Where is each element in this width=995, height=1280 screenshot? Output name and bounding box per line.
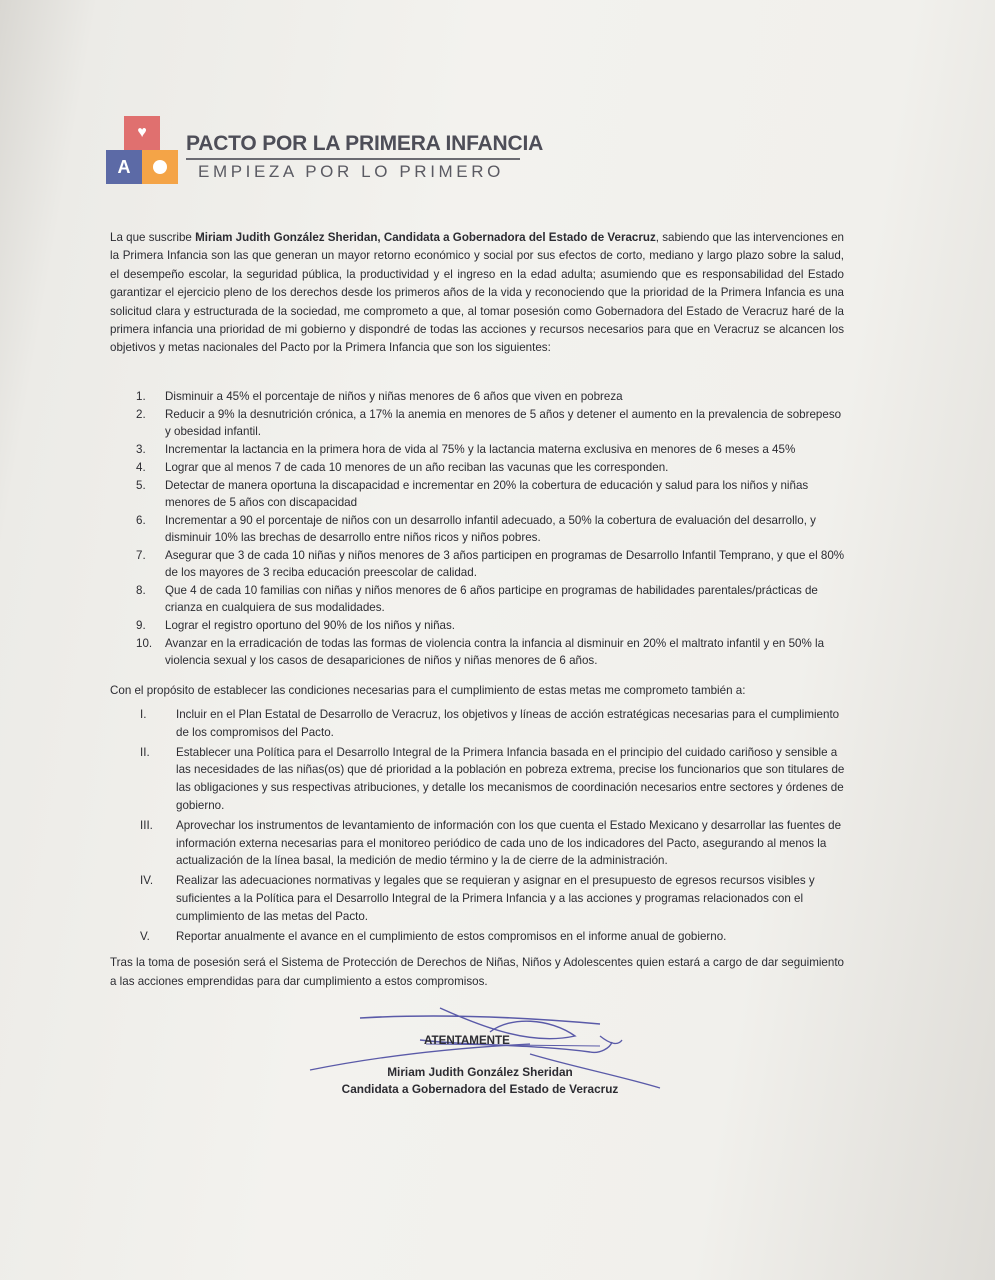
goal-item-text: Incrementar la lactancia en la primera hora de vida al 75% y la lactancia materna exclusiva en menores de 6 meses a 45% (165, 443, 796, 456)
closing-paragraph: Tras la toma de posesión será el Sistema de Protección de Derechos de Niñas, Niños y Adolescentes quien estará a cargo de dar seguimiento a las acciones emprendidas para dar cumplimiento a estos compromisos. (110, 956, 844, 988)
commitment-item-text: Establecer una Política para el Desarrollo Integral de la Primera Infancia basada en el principio del cuidado cariñoso y sensible a las necesidades de las niñas(os) que dé prioridad a la población en pobreza extrema, precise los funcionarios que son titulares de las obligaciones y sus respectivas atribuciones, y detalle los mecanismos de coordinación necesarios entre sectores y órdenes de gobierno. (176, 745, 845, 812)
goal-item (110, 512, 846, 546)
goals-list (110, 388, 846, 670)
commitments-list (110, 706, 846, 947)
goal-item-number: 9. (136, 619, 146, 632)
pacto-logo (106, 116, 544, 188)
sun-block (142, 150, 178, 184)
logo-subtitle: EMPIEZA POR LO PRIMERO (198, 162, 504, 181)
commitment-item-number: IV. (140, 874, 154, 888)
commitment-item-text: Realizar las adecuaciones normativas y legales que se requieran y asignar en el presupuesto de egresos recursos visibles y suficientes a la Política para el Desarrollo Integral de la Primera Infancia y a las acciones y programas relacionados con el cumplimiento de las metas del Pacto. (176, 874, 815, 923)
logo-divider (186, 158, 520, 160)
commitment-item (110, 872, 846, 925)
goal-item (110, 477, 846, 511)
goal-item-text: Lograr el registro oportuno del 90% de los niños y niñas. (165, 619, 456, 632)
goal-item-text: Detectar de manera oportuna la discapacidad e incrementar en 20% la cobertura de educación y salud para los niños y niñas menores de 5 años con discapacidad (165, 479, 809, 509)
letter-a-block (106, 150, 142, 184)
goal-item-text: Incrementar a 90 el porcentaje de niños con un desarrollo infantil adecuado, a 50% la cobertura de evaluación del desarrollo, y disminuir 10% las brechas de desarrollo entre niños ricos y niños pobres. (165, 514, 816, 544)
goal-item-text: Disminuir a 45% el porcentaje de niños y niñas menores de 6 años que viven en pobreza (165, 390, 623, 403)
intro-paragraph (110, 229, 844, 358)
heart-block (124, 116, 160, 150)
heart-icon: ♥ (137, 124, 147, 141)
commitment-item-number: I. (140, 708, 147, 721)
signer-role: Candidata a Gobernadora del Estado de Veracruz (341, 1082, 619, 1096)
commitment-item-number: II. (140, 745, 150, 759)
goal-item (110, 617, 846, 634)
goal-item-number: 1. (136, 390, 146, 403)
commitment-item-text: Reportar anualmente el avance en el cumplimiento de estos compromisos en el informe anual de gobierno. (176, 929, 727, 943)
sun-icon (153, 160, 167, 174)
commitment-item (110, 706, 846, 742)
goal-item-number: 3. (136, 443, 146, 456)
goal-item (110, 635, 846, 669)
commitment-item (110, 817, 846, 870)
goal-item-number: 10. (136, 637, 153, 650)
salutation: ATENTAMENTE (424, 1034, 510, 1047)
intro-body: , sabiendo que las intervenciones en la Primera Infancia son las que generan un mayor retorno económico y social por sus efectos de corto, mediano y largo plazo sobre la salud, el desempeño escolar, la seguridad pública, la productividad y el ingreso en la edad adulta; asumiendo que es responsabilidad del Estado garantizar el ejercicio pleno de los derechos desde los primeros años de la vida y reconociendo que la prioridad de la Primera Infancia es una solicitud clara y estructurada de la sociedad, me comprometo a que, al tomar posesión como Gobernadora del Estado de Veracruz haré de la primera infancia una prioridad de mi gobierno y dispondré de todas las acciones y recursos necesarios para que en Veracruz se alcancen los objetivos y metas nacionales del Pacto por la Primera Infancia que son los siguientes: (110, 231, 844, 355)
goal-item-number: 4. (136, 461, 146, 474)
goal-item-text: Lograr que al menos 7 de cada 10 menores de un año reciban las vacunas que les corresponden. (165, 461, 669, 474)
goal-item-text: Que 4 de cada 10 familias con niñas y niños menores de 6 años participe en programas de habilidades parentales/prácticas de crianza en cualquiera de sus modalidades. (165, 584, 818, 614)
goal-item-number: 8. (136, 584, 146, 597)
goal-item-number: 5. (136, 479, 146, 492)
goal-item (110, 547, 846, 581)
commitment-item-number: V. (140, 929, 150, 943)
goal-item-number: 2. (136, 408, 146, 421)
candidate-name: Miriam Judith González Sheridan, Candidata a Gobernadora del Estado de Veracruz (195, 231, 656, 244)
goal-item-text: Reducir a 9% la desnutrición crónica, a 17% la anemia en menores de 5 años y detener el aumento en la prevalencia de sobrepeso y obesidad infantil. (165, 408, 842, 438)
logo-letter: A (117, 156, 131, 177)
logo-title: PACTO POR LA PRIMERA INFANCIA (186, 132, 544, 155)
commitment-item-text: Incluir en el Plan Estatal de Desarrollo de Veracruz, los objetivos y líneas de acción estratégicas necesarias para el cumplimiento de los compromisos del Pacto. (176, 708, 840, 739)
commitment-item (110, 928, 846, 946)
goal-item (110, 388, 846, 405)
goal-item (110, 406, 846, 440)
goal-item-number: 7. (136, 549, 146, 562)
signer-name: Miriam Judith González Sheridan (387, 1065, 573, 1079)
commitment-item (110, 744, 846, 815)
commitments-lead: Con el propósito de establecer las condiciones necesarias para el cumplimiento de estas metas me comprometo también a: (110, 684, 746, 697)
goal-item-text: Avanzar en la erradicación de todas las formas de violencia contra la infancia al disminuir en 20% el maltrato infantil y en 50% la violencia sexual y los casos de desapariciones de niños y niñas menores de 6 años. (165, 637, 825, 667)
goal-item (110, 441, 846, 458)
signer-block (300, 1064, 660, 1098)
goal-item-text: Asegurar que 3 de cada 10 niñas y niños menores de 3 años participen en programas de Desarrollo Infantil Temprano, y que el 80% de los mayores de 3 reciba educación preescolar de calidad. (165, 549, 845, 579)
goal-item (110, 459, 846, 476)
commitment-item-number: III. (140, 818, 153, 832)
goal-item (110, 582, 846, 616)
goal-item-number: 6. (136, 514, 146, 527)
commitment-item-text: Aprovechar los instrumentos de levantamiento de información con los que cuenta el Estado Mexicano y desarrollar las fuentes de información externa necesarias para el monitoreo periódico de cada uno de los indicadores del Pacto, asegurando al menos la actualización de la línea basal, la medición de medio término y la de cierre de la administración. (176, 818, 842, 868)
intro-lead: La que suscribe (110, 231, 196, 244)
logo-blocks (106, 116, 182, 186)
